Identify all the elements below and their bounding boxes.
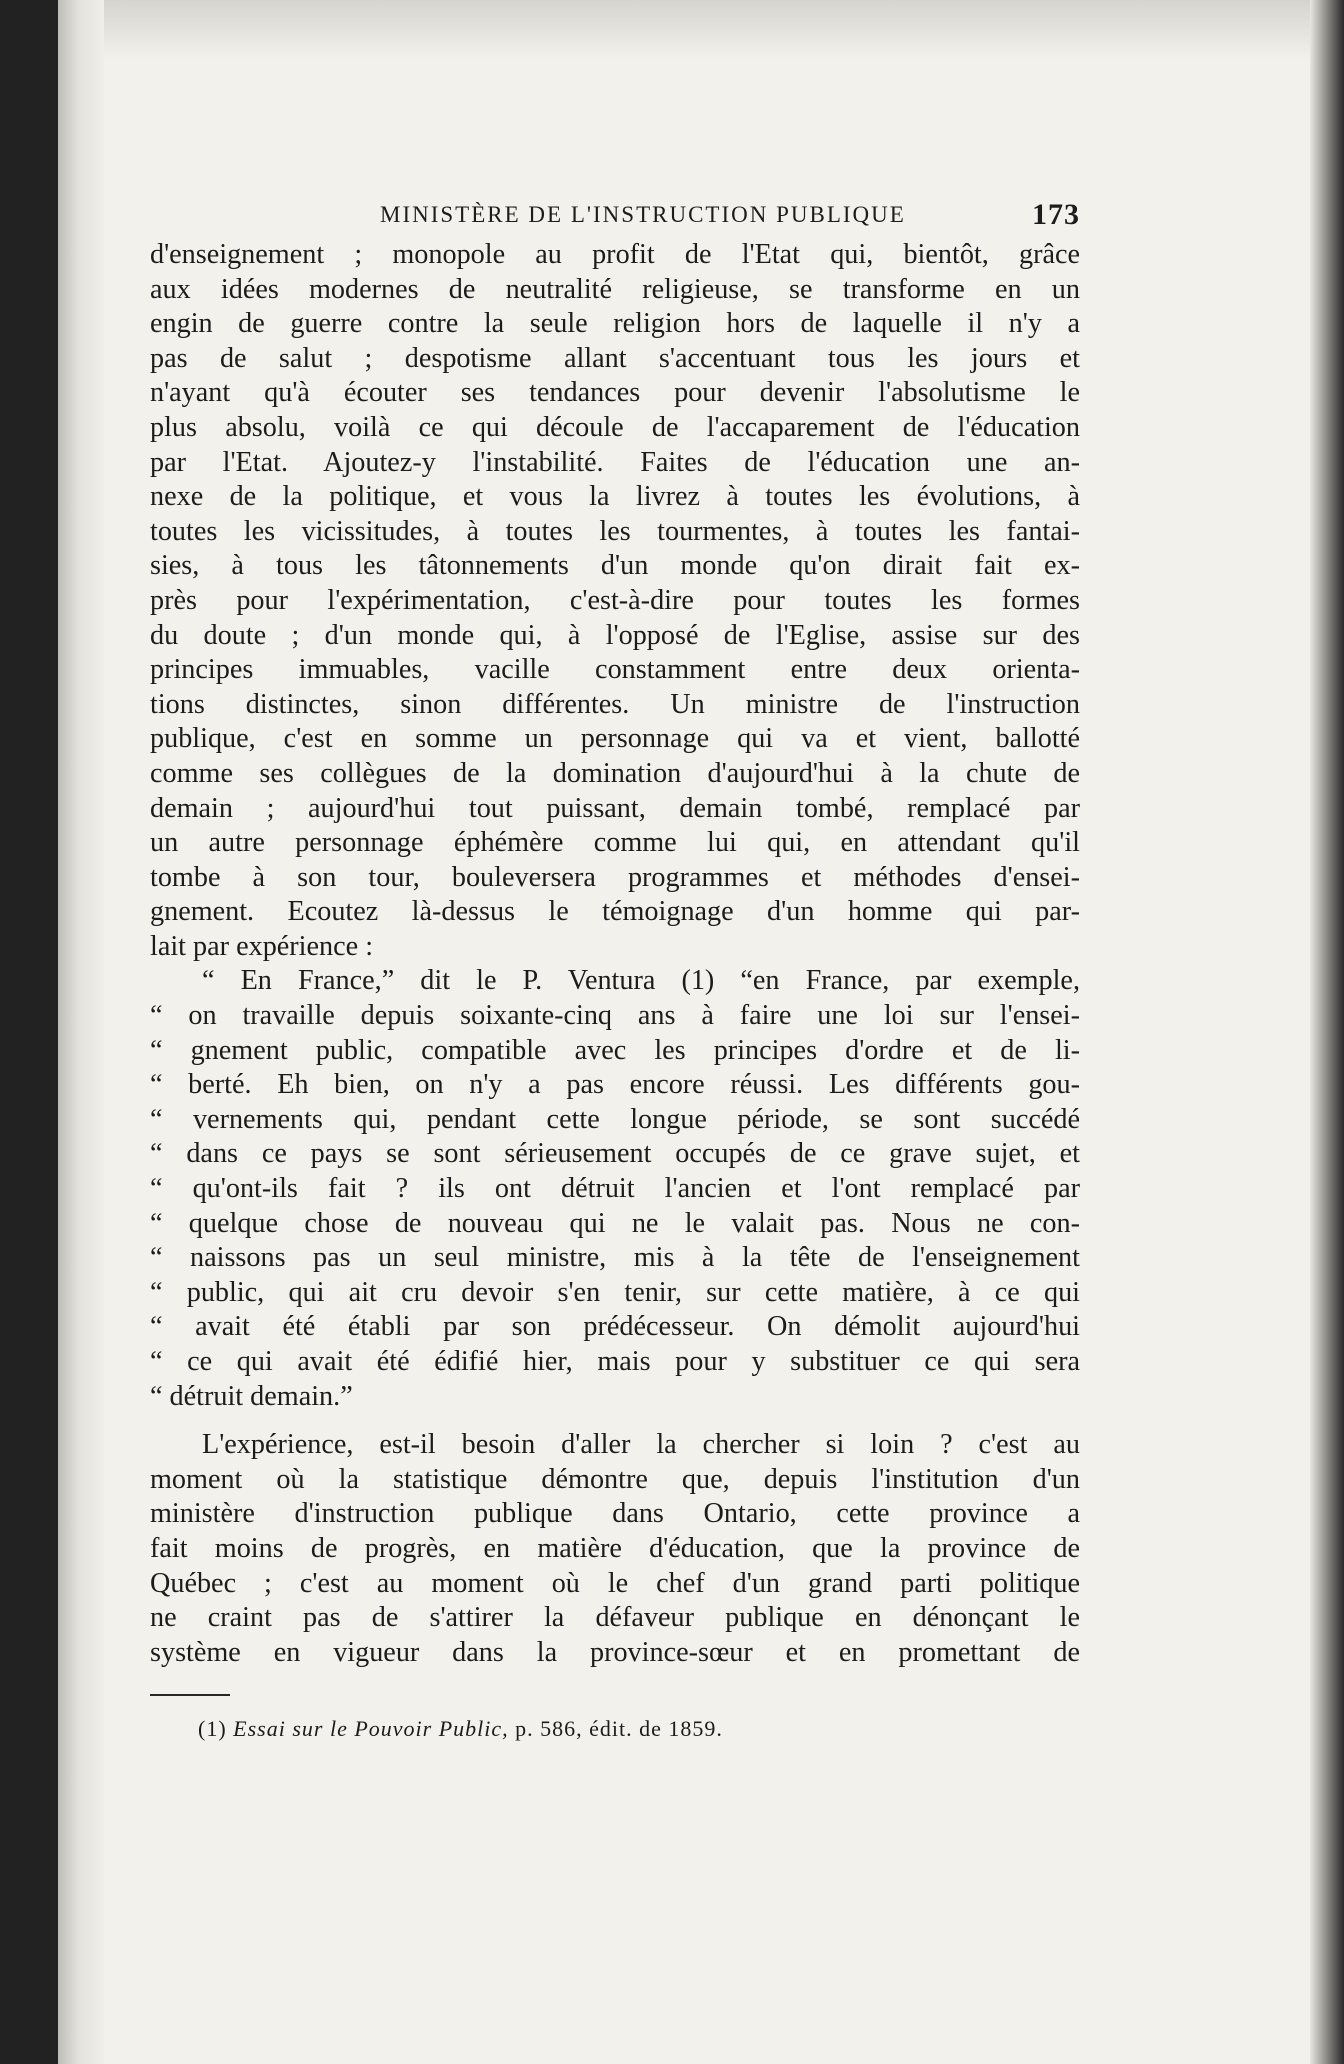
quote-line: “ public, qui ait cru devoir s'en tenir, sur cette matière, à ce qui <box>150 1276 1080 1308</box>
page-top-shadow <box>104 0 1310 60</box>
text-line: ne craint pas de s'attirer la défaveur publique en dénonçant le <box>150 1602 1080 1634</box>
quote-line: “ En France,” dit le P. Ventura (1) “en France, par exemple, <box>202 965 1080 997</box>
text-line: gnement. Ecoutez là-dessus le témoignage d'un homme qui par- <box>150 896 1080 928</box>
text-line: du doute ; d'un monde qui, à l'opposé de l'Eglise, assise sur des <box>150 619 1080 651</box>
text-line: tions distinctes, sinon différentes. Un ministre de l'instruction <box>150 688 1080 720</box>
text-line: L'expérience, est-il besoin d'aller la chercher si loin ? c'est au <box>202 1429 1080 1461</box>
text-line: plus absolu, voilà ce qui découle de l'accaparement de l'éducation <box>150 411 1080 443</box>
footnote-marker: (1) <box>198 1716 227 1742</box>
page-body <box>150 238 1080 1670</box>
text-line: demain ; aujourd'hui tout puissant, demain tombé, remplacé par <box>150 792 1080 824</box>
text-line: nexe de la politique, et vous la livrez à toutes les évolutions, à <box>150 481 1080 513</box>
text-line: publique, c'est en somme un personnage qui va et vient, ballotté <box>150 723 1080 755</box>
page-number: 173 <box>1032 198 1080 231</box>
footnote-title: Essai sur le Pouvoir Public, <box>233 1716 509 1742</box>
quote-line: “ quelque chose de nouveau qui ne le valait pas. Nous ne con- <box>150 1207 1080 1239</box>
text-line: Québec ; c'est au moment où le chef d'un grand parti politique <box>150 1567 1080 1599</box>
text-line: d'enseignement ; monopole au profit de l'Etat qui, bientôt, grâce <box>150 239 1080 270</box>
text-line: comme ses collègues de la domination d'aujourd'hui à la chute de <box>150 757 1080 789</box>
quote-line: “ avait été établi par son prédécesseur. On démolit aujourd'hui <box>150 1311 1080 1343</box>
quote-line: “ détruit demain.” <box>150 1380 353 1412</box>
text-line: engin de guerre contre la seule religion hors de laquelle il n'y a <box>150 308 1080 340</box>
text-line: moment où la statistique démontre que, depuis l'institution d'un <box>150 1463 1080 1495</box>
paragraph-2 <box>150 1428 1080 1670</box>
book-page <box>150 198 1080 1742</box>
quote-line: “ on travaille depuis soixante-cinq ans à faire une loi sur l'ensei- <box>150 1000 1080 1032</box>
quote-line: “ berté. Eh bien, on n'y a pas encore réussi. Les différents gou- <box>150 1069 1080 1101</box>
text-line: sies, à tous les tâtonnements d'un monde qu'on dirait fait ex- <box>150 550 1080 582</box>
scan-right-border <box>1310 0 1344 2064</box>
text-line: ministère d'instruction publique dans Ontario, cette province a <box>150 1498 1080 1530</box>
text-line: un autre personnage éphémère comme lui qui, en attendant qu'il <box>150 827 1080 859</box>
text-line: lait par expérience : <box>150 930 374 962</box>
paragraph-1 <box>150 238 1080 964</box>
text-line: près pour l'expérimentation, c'est-à-dire pour toutes les formes <box>150 584 1080 616</box>
quote-line: “ naissons pas un seul ministre, mis à la tête de l'enseignement <box>150 1242 1080 1274</box>
text-line: fait moins de progrès, en matière d'éducation, que la province de <box>150 1532 1080 1564</box>
text-line: pas de salut ; despotisme allant s'accentuant tous les jours et <box>150 342 1080 374</box>
text-line: toutes les vicissitudes, à toutes les tourmentes, à toutes les fantai- <box>150 515 1080 547</box>
running-head-title: MINISTÈRE DE L'INSTRUCTION PUBLIQUE <box>380 202 906 227</box>
text-line: aux idées modernes de neutralité religieuse, se transforme en un <box>150 273 1080 305</box>
book-binding-gutter <box>58 0 104 2064</box>
scan-left-border <box>0 0 58 2064</box>
footnote-citation: p. 586, édit. de 1859. <box>515 1716 723 1742</box>
text-line: principes immuables, vacille constamment entre deux orienta- <box>150 654 1080 686</box>
quote-line: “ gnement public, compatible avec les principes d'ordre et de li- <box>150 1034 1080 1066</box>
text-line: tombe à son tour, bouleversera programmes et méthodes d'ensei- <box>150 861 1080 893</box>
footnote <box>150 1716 1080 1742</box>
quote-line: “ ce qui avait été édifié hier, mais pour y substituer ce qui sera <box>150 1346 1080 1377</box>
text-line: n'ayant qu'à écouter ses tendances pour devenir l'absolutisme le <box>150 377 1080 409</box>
text-line: système en vigueur dans la province-sœur et en promettant de <box>150 1636 1080 1668</box>
quote-line: “ qu'ont-ils fait ? ils ont détruit l'ancien et l'ont remplacé par <box>150 1173 1080 1205</box>
quote-line: “ dans ce pays se sont sérieusement occupés de ce grave sujet, et <box>150 1138 1080 1170</box>
quote-line: “ vernements qui, pendant cette longue période, se sont succédé <box>150 1103 1080 1135</box>
quotation-ventura <box>150 964 1080 1414</box>
paragraph-gap <box>150 1414 1080 1428</box>
running-head <box>150 198 1080 238</box>
footnote-rule <box>150 1694 230 1696</box>
text-line: par l'Etat. Ajoutez-y l'instabilité. Faites de l'éducation une an- <box>150 446 1080 478</box>
